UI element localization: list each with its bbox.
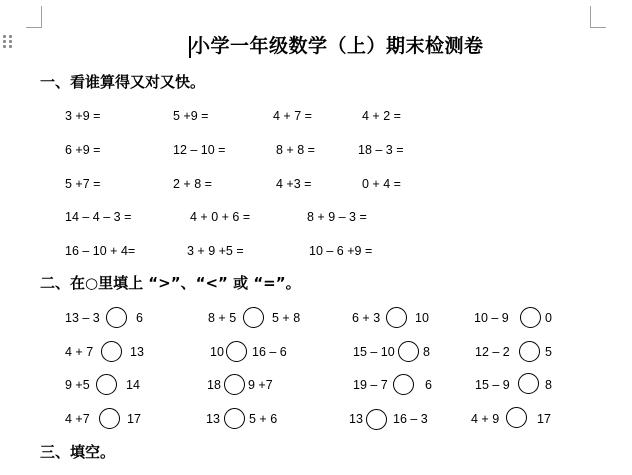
section-heading-1: 一、看谁算得又对又快。 [40, 73, 206, 91]
page-corner-mark [41, 6, 42, 28]
compare-right: 13 [130, 345, 144, 359]
compare-right: 16 – 6 [252, 345, 287, 359]
answer-circle[interactable] [224, 374, 245, 395]
arith-item: 6 +9 = [65, 143, 101, 157]
answer-circle[interactable] [520, 307, 541, 328]
answer-circle[interactable] [398, 341, 419, 362]
compare-left: 8 + 5 [208, 311, 237, 325]
compare-left: 10 [210, 345, 224, 359]
compare-left: 4 + 7 [65, 345, 94, 359]
compare-right: 6 [136, 311, 143, 325]
page-title: 小学一年级数学（上）期末检测卷 [191, 35, 484, 57]
answer-circle[interactable] [106, 307, 127, 328]
compare-left: 13 [349, 412, 363, 426]
answer-circle[interactable] [99, 408, 120, 429]
arith-item: 5 +9 = [173, 109, 209, 123]
arith-item: 4 +3 = [276, 177, 312, 191]
arith-item: 16 – 10 + 4= [65, 244, 136, 258]
compare-right: 17 [127, 412, 141, 426]
page-corner-mark [590, 27, 606, 28]
arith-item: 5 +7 = [65, 177, 101, 191]
arith-item: 3 + 9 +5 = [187, 244, 244, 258]
compare-left: 13 [206, 412, 220, 426]
arith-item: 3 +9 = [65, 109, 101, 123]
arith-item: 4 + 2 = [362, 109, 401, 123]
answer-circle[interactable] [224, 408, 245, 429]
answer-circle[interactable] [518, 373, 539, 394]
arith-item: 4 + 7 = [273, 109, 312, 123]
compare-left: 19 – 7 [353, 378, 388, 392]
compare-left: 6 + 3 [352, 311, 381, 325]
answer-circle[interactable] [243, 307, 264, 328]
answer-circle[interactable] [226, 341, 247, 362]
compare-left: 4 +7 [65, 412, 90, 426]
compare-right: 5 [545, 345, 552, 359]
arith-item: 8 + 9 – 3 = [307, 210, 367, 224]
compare-left: 4 + 9 [471, 412, 500, 426]
compare-right: 0 [545, 311, 552, 325]
arith-item: 14 – 4 – 3 = [65, 210, 132, 224]
answer-circle[interactable] [101, 341, 122, 362]
compare-left: 13 – 3 [65, 311, 100, 325]
arith-item: 8 + 8 = [276, 143, 315, 157]
arith-item: 10 – 6 +9 = [309, 244, 373, 258]
section-heading-2: 二、在○里填上 “>”、“<” 或 “=”。 [40, 274, 301, 292]
answer-circle[interactable] [366, 409, 387, 430]
compare-right: 14 [126, 378, 140, 392]
compare-left: 15 – 10 [353, 345, 395, 359]
compare-right: 17 [537, 412, 551, 426]
arith-item: 2 + 8 = [173, 177, 212, 191]
compare-right: 6 [425, 378, 432, 392]
arith-item: 12 – 10 = [173, 143, 226, 157]
page-corner-mark [590, 6, 591, 28]
compare-right: 5 + 8 [272, 311, 301, 325]
answer-circle[interactable] [386, 307, 407, 328]
compare-right: 9 +7 [248, 378, 273, 392]
arith-item: 0 + 4 = [362, 177, 401, 191]
compare-left: 9 +5 [65, 378, 90, 392]
arith-item: 18 – 3 = [358, 143, 404, 157]
compare-right: 8 [545, 378, 552, 392]
answer-circle[interactable] [393, 374, 414, 395]
answer-circle[interactable] [519, 341, 540, 362]
compare-right: 5 + 6 [249, 412, 278, 426]
section-heading-3: 三、填空。 [40, 443, 116, 461]
page-corner-mark [26, 27, 42, 28]
answer-circle[interactable] [96, 374, 117, 395]
compare-right: 16 – 3 [393, 412, 428, 426]
compare-left: 18 [207, 378, 221, 392]
drag-handle-icon[interactable] [3, 35, 13, 49]
compare-right: 10 [415, 311, 429, 325]
compare-left: 15 – 9 [475, 378, 510, 392]
compare-right: 8 [423, 345, 430, 359]
arith-item: 4 + 0 + 6 = [190, 210, 251, 224]
compare-left: 12 – 2 [475, 345, 510, 359]
compare-left: 10 – 9 [474, 311, 509, 325]
answer-circle[interactable] [506, 407, 527, 428]
